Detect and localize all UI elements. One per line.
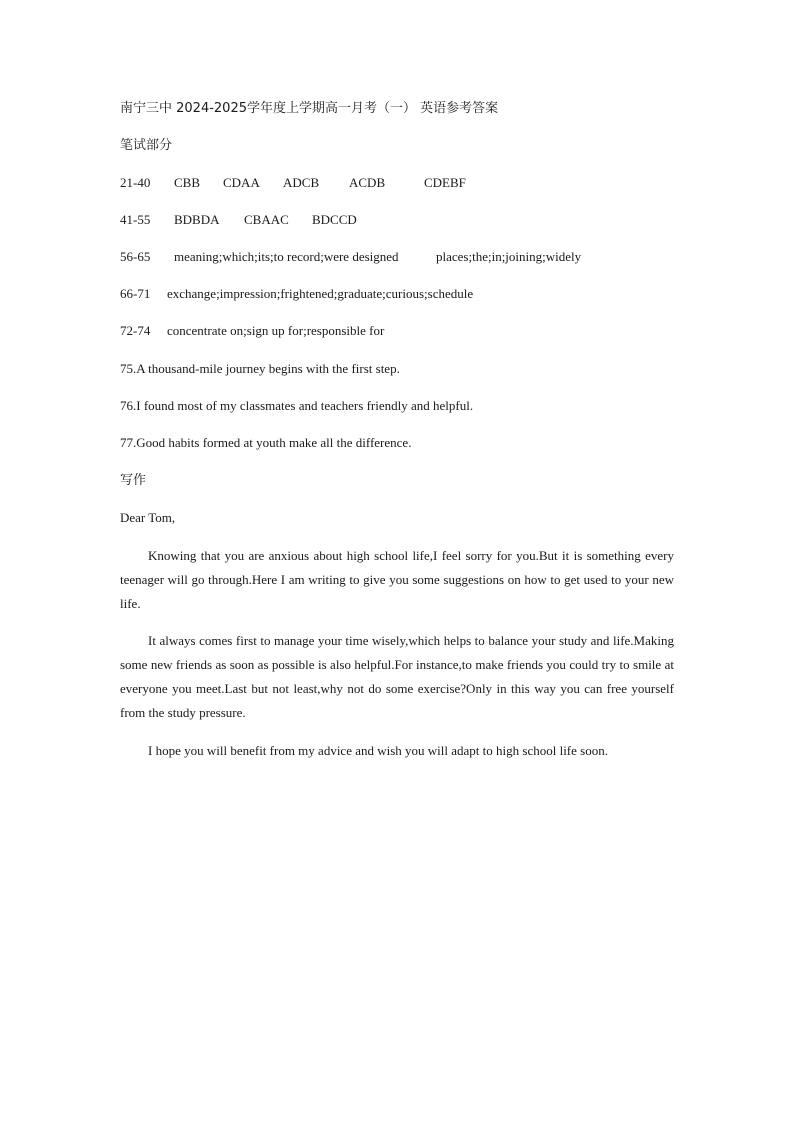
answer-row-41-55 xyxy=(120,211,357,229)
document-title: 南宁三中 2024-2025学年度上学期高一月考（一） 英语参考答案 xyxy=(120,101,499,116)
answer-row-72-74 xyxy=(120,322,384,340)
answer-group: BDBDA xyxy=(174,212,220,227)
answer-group: ACDB xyxy=(349,175,386,190)
question-range: 21-40 xyxy=(120,175,151,190)
answer-row-21-40 xyxy=(120,174,466,192)
answer-group: BDCCD xyxy=(312,212,357,227)
letter-paragraph-3: I hope you will benefit from my advice and wish you will adapt to high school life soon. xyxy=(148,743,608,758)
question-range: 41-55 xyxy=(120,212,151,227)
letter-paragraph-2: It always comes first to manage your time wisely,which helps to balance your study and life.Making some new friends as soon as possible is also helpful.For instance,to make friends you could try to smile at everyone you meet.Last but not least,why not do some exercise?Only in this way you can free yourself from the study pressure. xyxy=(120,633,674,720)
answer-group: concentrate on;sign up for;responsible for xyxy=(167,323,385,338)
letter-paragraph-1: Knowing that you are anxious about high school life,I feel sorry for you.But it is something every teenager will go through.Here I am writing to give you some suggestions on how to get used to your new life. xyxy=(120,548,674,611)
answer-group: CBB xyxy=(174,175,201,190)
answer-row-56-65 xyxy=(120,248,581,266)
answer-group: CDEBF xyxy=(424,175,466,190)
question-range: 72-74 xyxy=(120,323,151,338)
answer-group: CDAA xyxy=(223,175,260,190)
answer-group: exchange;impression;frightened;graduate;curious;schedule xyxy=(167,286,474,301)
answer-group: meaning;which;its;to record;were designed xyxy=(174,249,399,264)
translation-answer-75: 75.A thousand-mile journey begins with the first step. xyxy=(120,361,400,376)
answer-group: ADCB xyxy=(283,175,320,190)
translation-answer-76: 76.I found most of my classmates and teachers friendly and helpful. xyxy=(120,398,474,413)
question-range: 66-71 xyxy=(120,286,151,301)
question-range: 56-65 xyxy=(120,249,151,264)
letter-salutation: Dear Tom, xyxy=(120,510,176,525)
translation-answer-77: 77.Good habits formed at youth make all the difference. xyxy=(120,435,412,450)
answer-group: places;the;in;joining;widely xyxy=(436,249,582,264)
section-heading-writing: 写作 xyxy=(120,473,147,488)
section-heading-written: 笔试部分 xyxy=(120,138,173,153)
answer-group: CBAAC xyxy=(244,212,289,227)
answer-row-66-71 xyxy=(120,285,473,303)
